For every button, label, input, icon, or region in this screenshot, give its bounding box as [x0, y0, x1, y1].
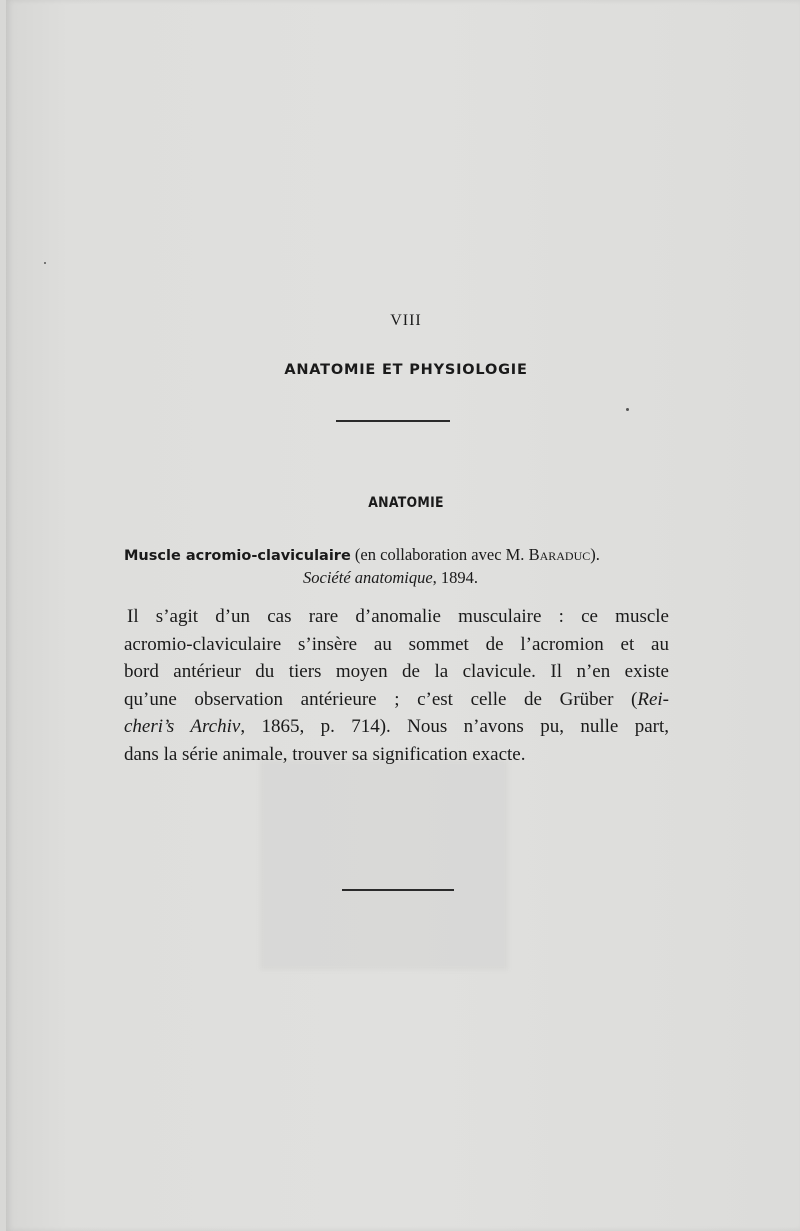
- entry-collab-suffix: ).: [590, 545, 600, 564]
- body-italic-cherf: cheri’s: [124, 716, 191, 737]
- document-page: [6, 0, 800, 1231]
- entry-year: , 1894.: [432, 568, 479, 587]
- page-speck: [626, 408, 629, 411]
- body-italic-rei: Rei-: [637, 688, 669, 710]
- entry-collab-name: Baraduc: [528, 545, 591, 564]
- body-italic-archiv: Archiv: [190, 716, 241, 737]
- body-line-2: [124, 631, 669, 659]
- body-line-4-text: qu’une observation antérieure ; c’est celle de Grüber (: [124, 688, 638, 710]
- entry-title: Muscle acromio-claviculaire: [124, 548, 351, 564]
- body-paragraph: [124, 603, 669, 768]
- body-line-2-text: acromio-claviculaire s’insère au sommet de l’acromion et au: [124, 633, 669, 655]
- body-line-4: [124, 686, 669, 714]
- entry-journal: Société anatomique: [303, 568, 433, 587]
- bleed-through-figure: [260, 760, 508, 970]
- body-line-6-text: dans la série animale, trouver sa signification exacte.: [124, 743, 526, 765]
- section-number: VIII: [390, 312, 422, 329]
- body-line-5-text: , 1865, p. 714). Nous n’avons pu, nulle part,: [240, 716, 669, 737]
- entry-source: [303, 568, 478, 588]
- entry-heading: [124, 545, 684, 565]
- body-line-6: [124, 741, 669, 769]
- subheading: ANATOMIE: [368, 495, 444, 511]
- body-line-5: [124, 713, 669, 741]
- body-line-1-text: Il s’agit d’un cas rare d’anomalie musculaire : ce muscle: [127, 606, 669, 627]
- chapter-title: ANATOMIE ET PHYSIOLOGIE: [284, 362, 528, 378]
- body-line-1: [124, 603, 669, 631]
- entry-collab-prefix: (en collaboration avec M.: [350, 545, 529, 564]
- bottom-divider: [342, 889, 454, 891]
- page-speck: [44, 262, 46, 264]
- top-divider: [336, 420, 450, 422]
- body-line-3: [124, 658, 669, 686]
- body-line-3-text: bord antérieur du tiers moyen de la clavicule. Il n’en existe: [124, 661, 669, 682]
